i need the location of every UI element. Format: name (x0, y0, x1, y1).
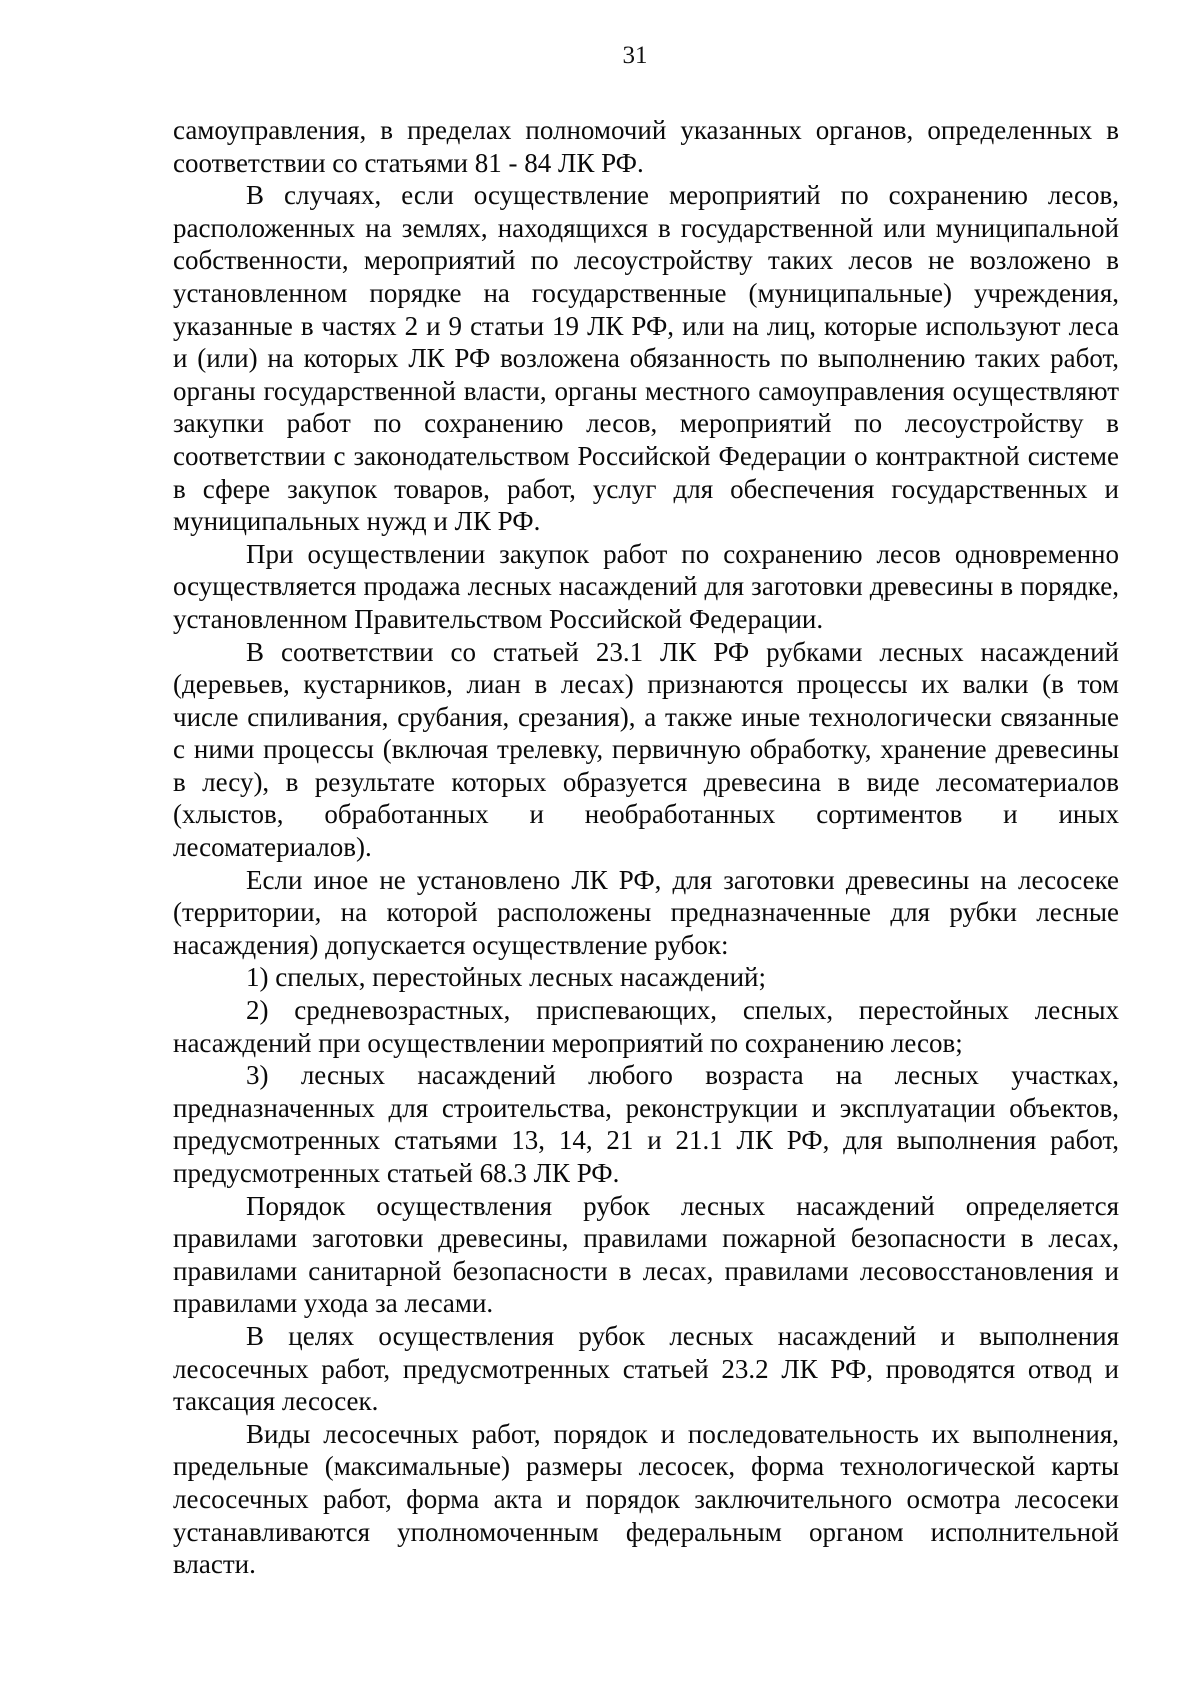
document-body (173, 114, 1119, 1581)
paragraph: В случаях, если осуществление мероприятий по сохранению лесов, расположенных на землях, находящихся в государственной или муниципальной собственности, мероприятий по лесоустройству таких лесов не возложено в установленном порядке на государственные (муниципальные) учреждения, указанные в частях 2 и 9 статьи 19 ЛК РФ, или на лиц, которые используют леса и (или) на которых ЛК РФ возложена обязанность по выполнению таких работ, органы государственной власти, органы местного самоуправления осуществляют закупки работ по сохранению лесов, мероприятий по лесоустройству в соответствии с законодательством Российской Федерации о контрактной системе в сфере закупок товаров, работ, услуг для обеспечения государственных и муниципальных нужд и ЛК РФ. (173, 180, 1119, 537)
list-item: 2) средневозрастных, приспевающих, спелых, перестойных лесных насаждений при осуществлении мероприятий по сохранению лесов; (173, 995, 1119, 1058)
page-number: 31 (622, 42, 648, 69)
paragraph: Если иное не установлено ЛК РФ, для заготовки древесины на лесосеке (территории, на которой расположены предназначенные для рубки лесные насаждения) допускается осуществление рубок: (173, 864, 1119, 960)
paragraph-continuation: самоуправления, в пределах полномочий указанных органов, определенных в соответствии со статьями 81 - 84 ЛК РФ. (173, 115, 1119, 178)
list-item: 1) спелых, перестойных лесных насаждений; (246, 962, 766, 993)
paragraph: Порядок осуществления рубок лесных насаждений определяется правилами заготовки древесины, правилами пожарной безопасности в лесах, правилами санитарной безопасности в лесах, правилами лесовосстановления и правилами ухода за лесами. (173, 1190, 1119, 1319)
paragraph: Виды лесосечных работ, порядок и последовательность их выполнения, предельные (максимальные) размеры лесосек, форма технологической карты лесосечных работ, форма акта и порядок заключительного осмотра лесосеки устанавливаются уполномоченным федеральным органом исполнительной власти. (173, 1418, 1119, 1580)
paragraph: В целях осуществления рубок лесных насаждений и выполнения лесосечных работ, предусмотренных статьей 23.2 ЛК РФ, проводятся отвод и таксация лесосек. (173, 1320, 1119, 1417)
paragraph: В соответствии со статьей 23.1 ЛК РФ рубками лесных насаждений (деревьев, кустарников, лиан в лесах) признаются процессы их валки (в том числе спиливания, срубания, срезания), а также иные технологически связанные с ними процессы (включая трелевку, первичную обработку, хранение древесины в лесу), в результате которых образуется древесина в виде лесоматериалов (хлыстов, обработанных и необработанных сортиментов и иных лесоматериалов). (173, 636, 1119, 863)
list-item: 3) лесных насаждений любого возраста на лесных участках, предназначенных для строительства, реконструкции и эксплуатации объектов, предусмотренных статьями 13, 14, 21 и 21.1 ЛК РФ, для выполнения работ, предусмотренных статьей 68.3 ЛК РФ. (173, 1060, 1119, 1188)
paragraph: При осуществлении закупок работ по сохранению лесов одновременно осуществляется продажа лесных насаждений для заготовки древесины в порядке, установленном Правительством Российской Федерации. (173, 538, 1119, 634)
